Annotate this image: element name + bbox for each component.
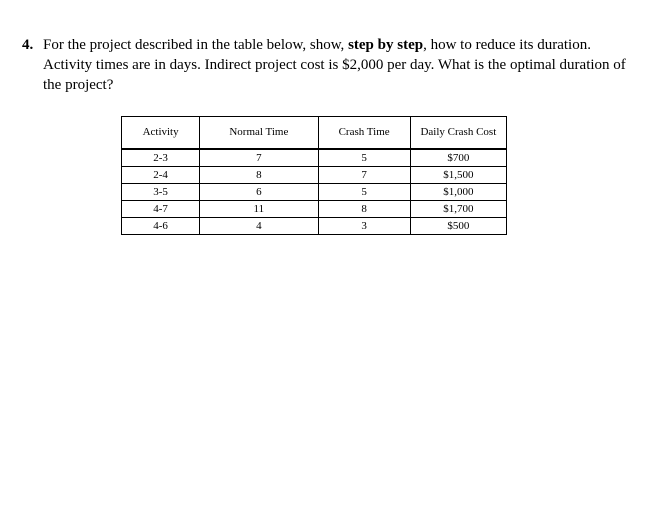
question-text-part1: For the project described in the table below, show, [43, 37, 349, 53]
cell-crash-time: 8 [318, 201, 410, 218]
cell-crash-time: 5 [318, 184, 410, 201]
table-row [122, 167, 507, 184]
table-row [122, 201, 507, 218]
question-text [43, 35, 632, 95]
cell-normal-time: 11 [200, 201, 318, 218]
cell-normal-time: 6 [200, 184, 318, 201]
question-number: 4. [22, 37, 34, 53]
cell-daily-crash-cost: $1,700 [410, 201, 506, 218]
table-row [122, 149, 507, 167]
question-block [22, 35, 632, 95]
table-header-row [122, 117, 507, 150]
cell-activity: 2-3 [122, 149, 200, 167]
cell-activity: 4-7 [122, 201, 200, 218]
cell-crash-time: 7 [318, 167, 410, 184]
cell-activity: 4-6 [122, 218, 200, 235]
cell-daily-crash-cost: $1,500 [410, 167, 506, 184]
cell-activity: 3-5 [122, 184, 200, 201]
cell-daily-crash-cost: $700 [410, 149, 506, 167]
cell-normal-time: 4 [200, 218, 318, 235]
question-text-bold: step by step [348, 37, 424, 53]
header-normal-time: Normal Time [200, 117, 318, 150]
header-daily-crash-cost: Daily Crash Cost [410, 117, 506, 150]
header-activity: Activity [122, 117, 200, 150]
question-text-part2: , how to reduce its duration. Activity times are in days. Indirect project cost is $2,000 per day. What is the optimal duration of the project? [43, 37, 626, 93]
table-row [122, 184, 507, 201]
activity-table [121, 116, 507, 235]
cell-daily-crash-cost: $1,000 [410, 184, 506, 201]
cell-normal-time: 8 [200, 167, 318, 184]
cell-daily-crash-cost: $500 [410, 218, 506, 235]
cell-normal-time: 7 [200, 149, 318, 167]
table-row [122, 218, 507, 235]
cell-activity: 2-4 [122, 167, 200, 184]
cell-crash-time: 3 [318, 218, 410, 235]
header-crash-time: Crash Time [318, 117, 410, 150]
cell-crash-time: 5 [318, 149, 410, 167]
